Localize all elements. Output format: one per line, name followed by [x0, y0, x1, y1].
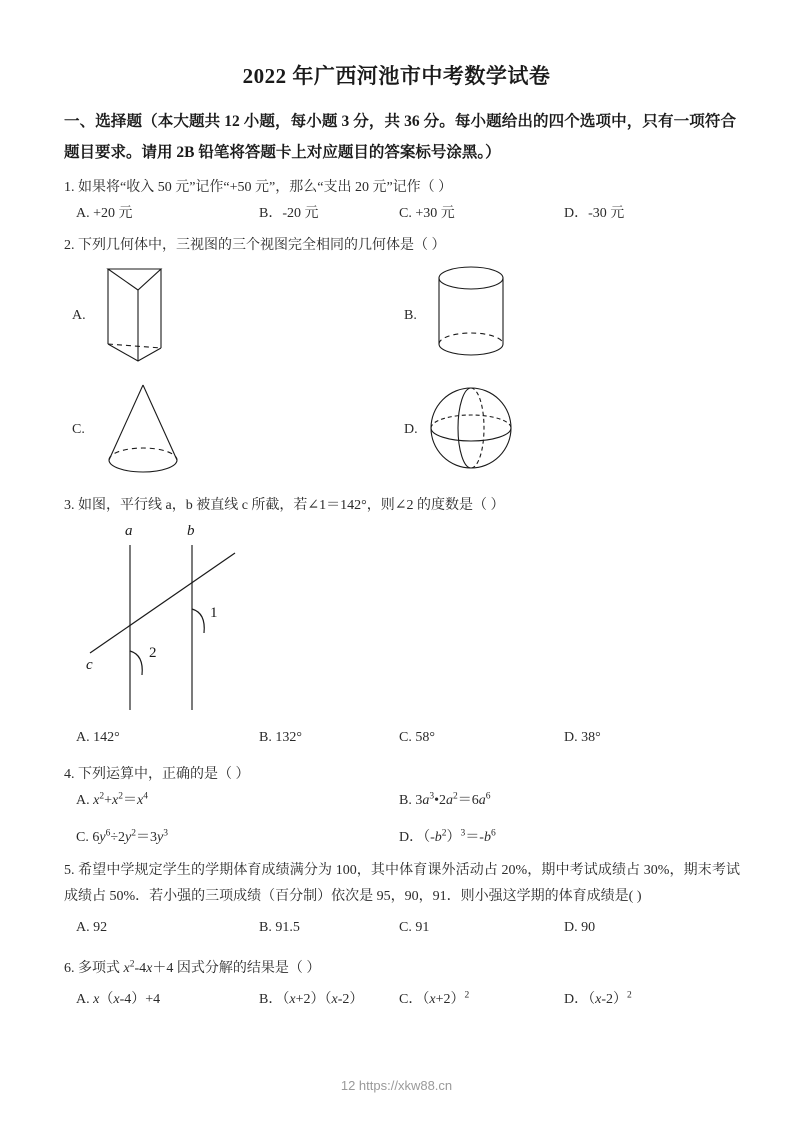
cylinder-figure — [426, 262, 536, 377]
option-3-c[interactable]: C. 58° — [399, 730, 435, 745]
triangular-prism-figure — [98, 262, 208, 377]
question-5-stem: 5. 希望中学规定学生的学期体育成绩满分为 100，其中体育课外活动占 20%，期中考试成绩占 30%，期末考试成绩占 50%．若小强的三项成绩（百分制）依次是 95，90，91．则小强这学期的体育成绩是( ) — [64, 863, 740, 904]
page-title: 2022 年广西河池市中考数学试卷 — [242, 64, 551, 88]
option-4-a[interactable]: A. $x^2+x^2=x^4$ — [76, 791, 148, 808]
figure-label-c: C. — [72, 422, 85, 437]
line-c-label: c — [86, 657, 93, 673]
figure-label-a: A. — [72, 308, 86, 323]
option-5-d[interactable]: D. 90 — [564, 920, 596, 935]
option-3-d[interactable]: D. 38° — [564, 730, 601, 745]
option-1-a[interactable]: A. +20 元 — [76, 206, 133, 221]
question-4-options-row2 — [64, 826, 744, 848]
question-2-stem: 2. 下列几何体中，三视图的三个视图完全相同的几何体是（ ） — [64, 238, 446, 253]
option-6-d[interactable]: D．$(x-2)^2$ — [564, 990, 632, 1007]
option-5-c[interactable]: C. 91 — [399, 920, 430, 935]
option-3-a[interactable]: A. 142° — [76, 730, 120, 745]
sphere-figure — [426, 380, 536, 485]
option-6-c[interactable]: C．$(x+2)^2$ — [399, 990, 470, 1007]
option-5-b[interactable]: B. 91.5 — [259, 920, 300, 935]
option-3-b[interactable]: B. 132° — [259, 730, 302, 745]
option-5-a[interactable]: A. 92 — [76, 920, 108, 935]
question-4-stem: 4. 下列运算中，正确的是（ ） — [64, 767, 250, 782]
angle-2-label: 2 — [149, 645, 157, 661]
option-1-b[interactable]: B．-20 元 — [259, 206, 319, 221]
question-3-diagram — [70, 525, 270, 715]
page-footer: 12 https://xkw88.cn — [340, 1078, 453, 1093]
question-4-options-row1 — [64, 789, 744, 811]
question-5-options — [64, 920, 744, 942]
figure-label-d: D. — [404, 422, 418, 437]
question-6-stem: 6. 多项式 $x^2-4x+4$ 因式分解的结果是（ ） — [64, 959, 321, 976]
question-1-options — [64, 202, 744, 224]
question-3-stem: 3. 如图，平行线 a，b 被直线 c 所截，若∠1＝142°，则∠2 的度数是（ ） — [64, 498, 505, 513]
question-1-stem: 1. 如果将“收入 50 元”记作“+50 元”，那么“支出 20 元”记作（ ） — [64, 180, 453, 195]
option-1-d[interactable]: D．-30 元 — [564, 206, 625, 221]
option-4-b[interactable]: B. $3a^3•2a^2=6a^6$ — [399, 791, 491, 808]
figure-label-b: B. — [404, 308, 417, 323]
angle-1-label: 1 — [210, 605, 218, 621]
option-6-b[interactable]: B．（x+2）（x-2） — [259, 992, 364, 1007]
option-6-a[interactable]: A. x（x-4）+4 — [76, 992, 161, 1007]
section-instructions: 一、选择题（本大题共 12 小题，每小题 3 分，共 36 分。每小题给出的四个选项中，只有一项符合题目要求。请用 2B 铅笔将答题卡上对应题目的答案标号涂黑。） — [64, 113, 736, 161]
cone-figure — [98, 380, 208, 485]
line-b-label: b — [187, 523, 195, 539]
question-2-figures — [64, 262, 564, 492]
line-a-label: a — [125, 523, 133, 539]
option-4-d[interactable]: D．$(-b^2)^3=-b^6$ — [399, 828, 496, 845]
option-4-c[interactable]: C. $6y^6\div 2y^2=3y^3$ — [76, 828, 168, 845]
question-3-options — [64, 730, 744, 752]
option-1-c[interactable]: C. +30 元 — [399, 206, 455, 221]
question-6-options — [64, 988, 744, 1010]
